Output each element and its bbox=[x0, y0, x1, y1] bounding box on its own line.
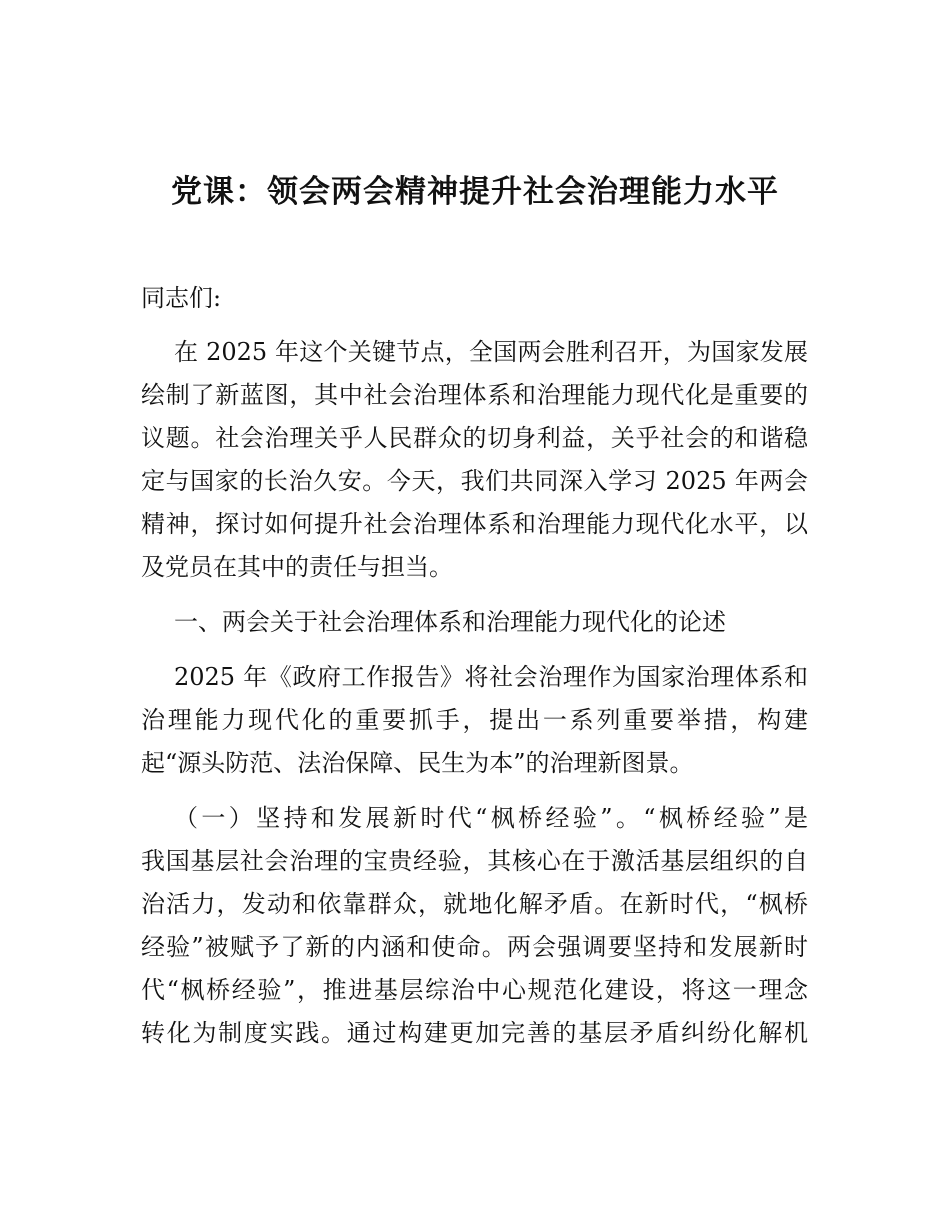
document-title: 党课：领会两会精神提升社会治理能力水平 bbox=[171, 174, 779, 210]
greeting: 同志们: bbox=[141, 284, 222, 312]
paragraph-line: 起“源头防范、法治保障、民生为本”的治理新图景。 bbox=[141, 749, 694, 777]
paragraph-line: 绘制了新蓝图，其中社会治理体系和治理能力现代化是重要的 bbox=[141, 381, 808, 409]
paragraph-line: 在 2025 年这个关键节点，全国两会胜利召开，为国家发展 bbox=[174, 338, 808, 366]
section-heading: 一、两会关于社会治理体系和治理能力现代化的论述 bbox=[174, 608, 726, 636]
paragraph-line: 我国基层社会治理的宝贵经验，其核心在于激活基层组织的自 bbox=[141, 847, 808, 875]
paragraph-line: 精神，探讨如何提升社会治理体系和治理能力现代化水平，以 bbox=[141, 510, 808, 538]
paragraph-line: 治理能力现代化的重要抓手，提出一系列重要举措，构建 bbox=[141, 706, 808, 734]
paragraph-line: 2025 年《政府工作报告》将社会治理作为国家治理体系和 bbox=[174, 663, 808, 691]
paragraph-line: 议题。社会治理关乎人民群众的切身利益，关乎社会的和谐稳 bbox=[141, 424, 808, 452]
paragraph-line: 及党员在其中的责任与担当。 bbox=[141, 553, 453, 581]
paragraph-line: 经验”被赋予了新的内涵和使命。两会强调要坚持和发展新时 bbox=[141, 933, 808, 961]
paragraph-line: 转化为制度实践。通过构建更加完善的基层矛盾纠纷化解机 bbox=[141, 1019, 808, 1047]
paragraph-line: 代“枫桥经验”，推进基层综治中心规范化建设，将这一理念 bbox=[141, 976, 808, 1004]
paragraph-line: （一）坚持和发展新时代“枫桥经验”。“枫桥经验”是 bbox=[174, 804, 808, 832]
paragraph-line: 治活力，发动和依靠群众，就地化解矛盾。在新时代，“枫桥 bbox=[141, 890, 808, 918]
paragraph-line: 定与国家的长治久安。今天，我们共同深入学习 2025 年两会 bbox=[141, 467, 808, 495]
